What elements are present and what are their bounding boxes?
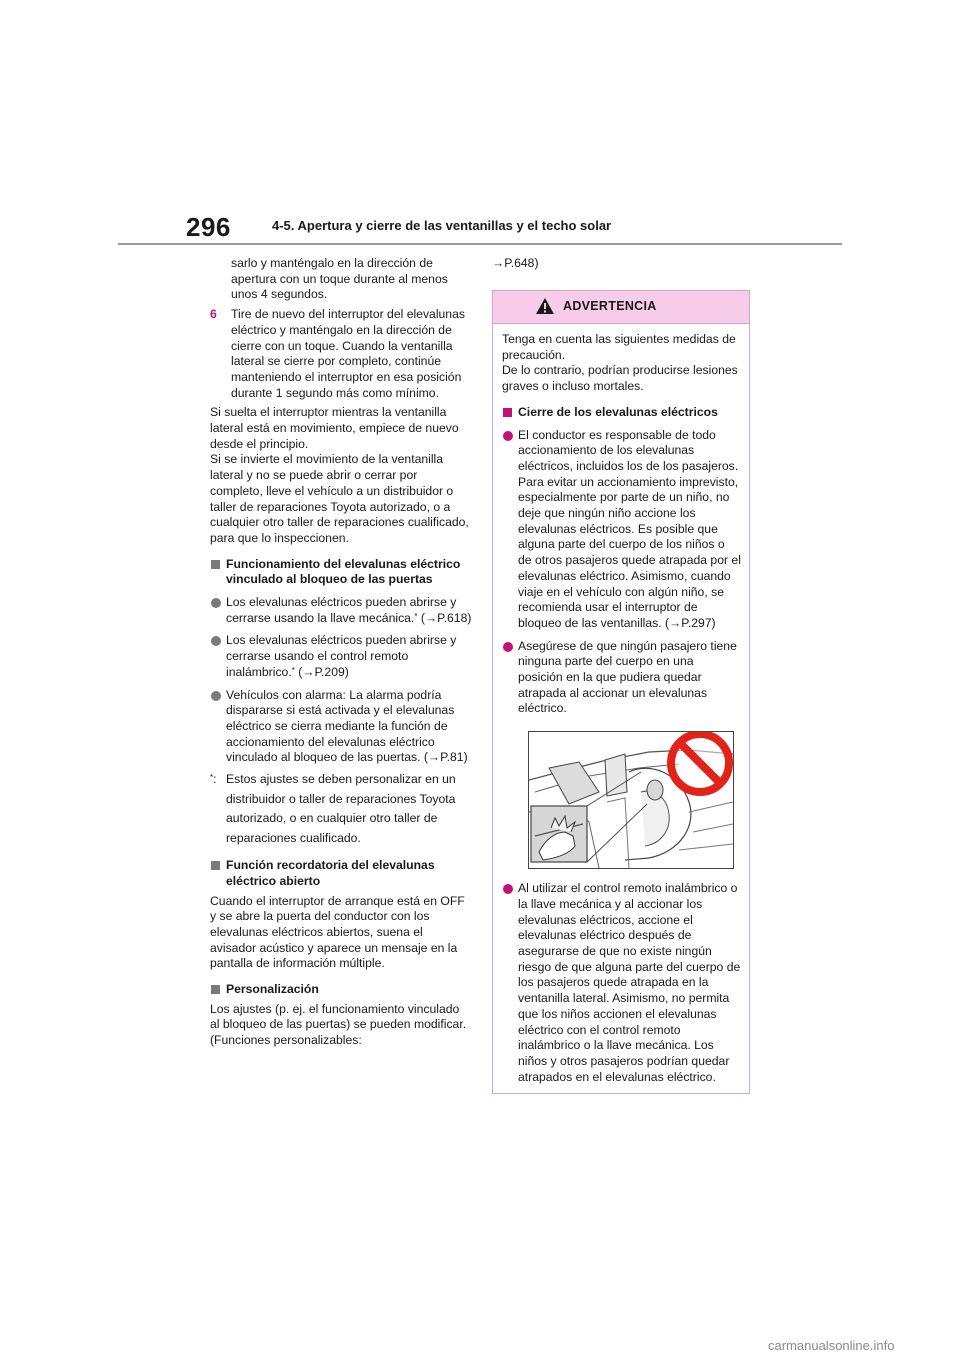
square-bullet-icon [211, 560, 220, 569]
warning-intro: De lo contrario, podrían producirse lesiones graves o incluso mortales. [502, 363, 738, 394]
step-text: Tire de nuevo del interruptor del elevalunas eléctrico y manténgalo en la dirección de cierre con un toque. Cuando la ventanilla lateral se cierre por completo, continúe manteniendo el interruptor en esa posición durante 1 segundo más como mínimo. [231, 307, 465, 400]
round-bullet-icon [211, 636, 221, 646]
list-item [210, 633, 472, 680]
square-bullet-icon [211, 985, 220, 994]
paragraph: Los ajustes (p. ej. el funcionamiento vinculado al bloqueo de las puertas) se pueden modificar. (Funciones personalizables: [210, 1001, 467, 1048]
subheading-text: Cierre de los elevalunas eléctricos [518, 404, 718, 419]
warning-body [493, 324, 749, 1085]
list-item-text: Los elevalunas eléctricos pueden abrirse y cerrarse usando el control remoto inalámbrico. [226, 633, 457, 679]
paragraph: Si suelta el interruptor mientras la ventanilla lateral está en movimiento, empiece de nuevo desde el principio. [210, 405, 459, 451]
subheading-text: Funcionamiento del elevalunas eléctrico vinculado al bloqueo de las puertas [226, 556, 461, 587]
page-header [0, 0, 960, 250]
list-item [210, 688, 472, 767]
subheading [210, 982, 472, 998]
subheading [210, 557, 472, 588]
list-item [502, 881, 741, 1085]
list-item-text: Al utilizar el control remoto inalámbrico o la llave mecánica y al accionar los elevalunas eléctricos, accione el elevalunas eléctrico después de asegurarse de que no existe ningún riesgo de que alguna parte del cuerpo de los pasajeros quede atrapada en la ventanilla lateral. Asimismo, no permita que los niños accionen el elevalunas eléctrico con el control remoto inalámbrico o la llave mecánica. Los niños y otros pasajeros podrían quedar atrapados en el elevalunas eléctrico. [518, 881, 741, 1084]
page-reference[interactable]: (→P.618) [420, 610, 472, 625]
right-column [492, 256, 750, 272]
warning-illustration [528, 731, 734, 869]
page-reference[interactable]: →P.648) [492, 256, 539, 270]
warning-header [493, 291, 749, 324]
step-6 [210, 307, 472, 401]
page-reference[interactable]: (→P.209) [298, 664, 349, 679]
paragraph: Cuando el interruptor de arranque está en OFF y se abre la puerta del conductor con los elevalunas eléctricos abiertos, suena el avisador acústico y aparece un mensaje en la pantalla de información múltiple. [210, 893, 465, 971]
paragraph: Si se invierte el movimiento de la ventanilla lateral y no se puede abrir o cerrar por completo, lleve el vehículo a un distribuidor o taller de reparaciones Toyota autorizado, o a cualquier otro taller de reparaciones cualificado, para que lo inspeccionen. [210, 452, 469, 545]
header-divider [118, 243, 842, 245]
list-item [502, 428, 741, 632]
footnote-asterisk: * [291, 665, 295, 675]
round-bullet-icon [211, 691, 221, 701]
round-bullet-icon [211, 598, 221, 608]
page-number: 296 [186, 212, 231, 242]
footnote-text: Estos ajustes se deben personalizar en un distribuidor o taller de reparaciones Toyota autorizado, o en cualquier otro taller de reparaciones cualificado. [226, 772, 456, 845]
subheading-text: Función recordatoria del elevalunas eléctrico abierto [226, 858, 435, 888]
subheading-text: Personalización [226, 982, 319, 997]
warning-intro: Tenga en cuenta las siguientes medidas de precaución. [502, 332, 736, 362]
round-bullet-icon [503, 431, 513, 441]
section-title: 4-5. Apertura y cierre de las ventanillas y el techo solar [272, 218, 612, 233]
list-item-text: Los elevalunas eléctricos pueden abrirse y cerrarse usando la llave mecánica. [226, 595, 457, 625]
round-bullet-icon [503, 642, 513, 652]
warning-box [492, 290, 750, 1094]
watermark: carmanualsonline.info [768, 1338, 895, 1353]
subheading [502, 405, 741, 421]
round-bullet-icon [503, 884, 513, 894]
footnote-marker: *: [210, 772, 217, 787]
list-item-text: El conductor es responsable de todo accionamiento de los elevalunas eléctricos, incluidos los de los pasajeros. Para evitar un accionamiento imprevisto, especialmente por parte de un niño, no deje que ningún niño accione los elevalunas eléctricos. Es posible que alguna parte del cuerpo de los niños o de otros pasajeros quede atrapada por el elevalunas eléctrico. Asimismo, cuando viaje en el vehículo con algún niño, se recomienda usar el interruptor de bloqueo de las ventanillas. (→P.297) [518, 427, 741, 630]
subheading [210, 858, 472, 889]
square-bullet-icon [503, 408, 512, 417]
left-column [210, 256, 472, 1049]
step-continuation: sarlo y manténgalo en la dirección de apertura con un toque durante al menos unos 4 segundos. [231, 256, 448, 302]
list-item-text: Vehículos con alarma: La alarma podría dispararse si está activada y el elevalunas eléctrico se cierra mediante la función de accionamiento del elevalunas eléctrico vinculado al bloqueo de las puertas. (→P.81) [226, 687, 468, 765]
prohibition-sign-icon [665, 731, 734, 798]
square-bullet-icon [211, 861, 220, 870]
warning-title: ADVERTENCIA [563, 299, 657, 313]
list-item [502, 639, 741, 718]
footnote [210, 770, 472, 848]
list-item-text: Asegúrese de que ningún pasajero tiene ninguna parte del cuerpo en una posición en la que pudiera quedar atrapada al accionar un elevalunas eléctrico. [518, 638, 737, 716]
list-item [210, 595, 472, 626]
step-number: 6 [210, 307, 217, 322]
footnote-asterisk: * [414, 611, 418, 621]
warning-triangle-icon [535, 297, 555, 320]
